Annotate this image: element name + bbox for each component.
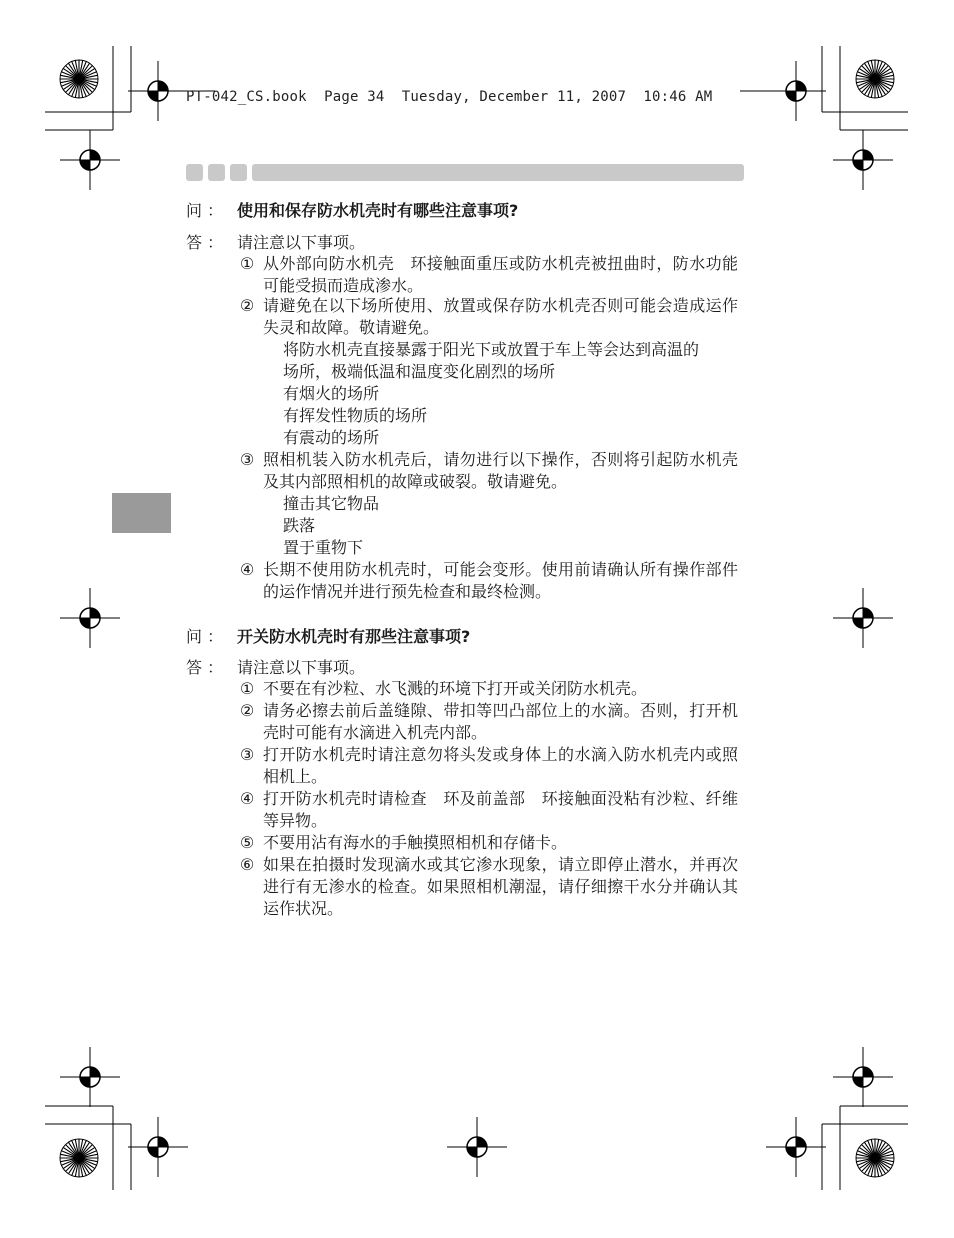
section-bar-square [186,164,203,181]
header-time: 10:46 AM [643,89,713,105]
answer-intro: 请注意以下事项。 [237,658,366,677]
sub-item: 置于重物下 [283,538,364,557]
item-number: ① [239,679,255,698]
item-text: 不要用沾有海水的手触摸照相机和存储卡。 [263,833,568,852]
item-text: 请务必擦去前后盖缝隙、带扣等凹凸部位上的水滴。否则，打开机壳时可能有水滴进入机壳内部。 [263,701,738,742]
item-number: ③ [239,450,255,469]
item-text: 打开防水机壳时请检查 环及前盖部 环接触面没粘有沙粒、纤维等异物。 [263,789,738,830]
item-text: 打开防水机壳时请注意勿将头发或身体上的水滴入防水机壳内或照相机上。 [263,745,738,786]
item-text: 从外部向防水机壳 环接触面重压或防水机壳被扭曲时，防水功能可能受损而造成渗水。 [263,254,738,295]
item-number: ② [239,701,255,720]
answer-label: 答 ： [186,233,224,252]
sub-item: 将防水机壳直接暴露于阳光下或放置于车上等会达到高温的 [283,340,700,359]
answer-intro: 请注意以下事项。 [237,233,366,252]
section-bar-square [230,164,247,181]
sub-item: 场所，极端低温和温度变化剧烈的场所 [283,362,556,381]
item-text: 如果在拍摄时发现滴水或其它渗水现象，请立即停止潜水，并再次进行有无渗水的检查。如果照相机潮湿，请仔细擦干水分并确认其运作状况。 [263,855,738,918]
question-label: 问 ： [186,627,224,646]
chapter-thumb-tab [112,493,171,533]
item-text: 长期不使用防水机壳时，可能会变形。使用前请确认所有操作部件的运作情况并进行预先检查和最终检测。 [263,560,738,601]
item-text: 请避免在以下场所使用、放置或保存防水机壳否则可能会造成运作失灵和故障。敬请避免。 [263,296,738,337]
question-text: 使用和保存防水机壳时有哪些注意事项? [237,201,519,220]
answer-label: 答 ： [186,658,224,677]
print-header [186,89,712,105]
item-number: ④ [239,789,255,808]
item-number: ⑥ [239,855,255,874]
question-label: 问 ： [186,201,224,220]
item-text: 照相机装入防水机壳后，请勿进行以下操作，否则将引起防水机壳及其内部照相机的故障或破裂。敬请避免。 [263,450,738,491]
header-page: Page 34 [324,89,385,105]
sub-item: 有挥发性物质的场所 [283,406,428,425]
sub-item: 撞击其它物品 [283,494,380,513]
section-bar-square [208,164,225,181]
sub-item: 有烟火的场所 [283,384,380,403]
sub-item: 有震动的场所 [283,428,380,447]
section-bar [252,164,744,181]
item-number: ⑤ [239,833,255,852]
item-text: 不要在有沙粒、水飞溅的环境下打开或关闭防水机壳。 [263,679,648,698]
header-date: Tuesday, December 11, 2007 [401,89,627,105]
item-number: ① [239,254,255,273]
item-number: ② [239,296,255,315]
item-number: ③ [239,745,255,764]
header-file: PT-042_CS.book [186,89,307,105]
sub-item: 跌落 [283,516,316,535]
question-text: 开关防水机壳时有那些注意事项? [237,627,471,646]
item-number: ④ [239,560,255,579]
